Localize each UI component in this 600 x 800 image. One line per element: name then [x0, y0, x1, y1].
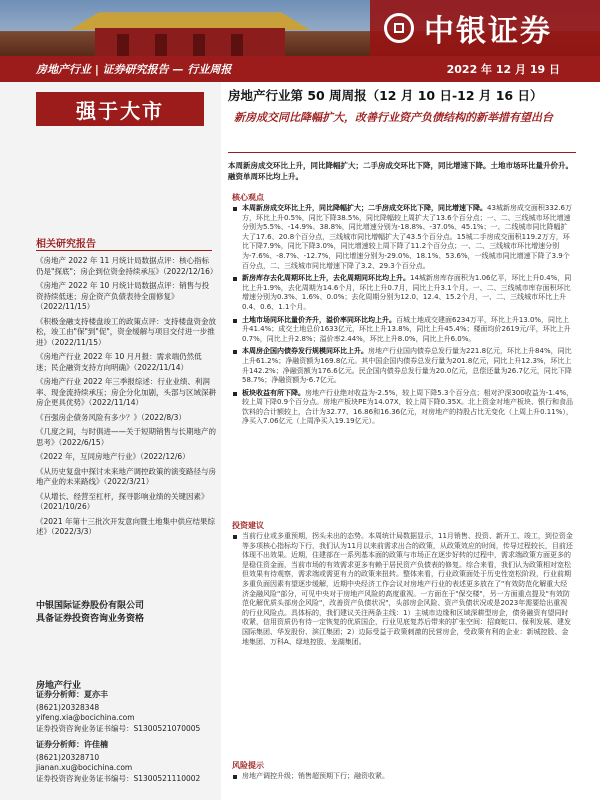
- report-header: [228, 86, 576, 125]
- core-heading: 核心观点: [232, 193, 264, 202]
- related-report-item[interactable]: 《2021 年第十三批次开发意向暨土地集中供应结果综述》（2022/3/3）: [36, 516, 215, 536]
- report-bar: [0, 56, 600, 82]
- bullet-item: [232, 274, 574, 312]
- bullet-lead: 本周房企国内债券发行规模同环比上升。: [242, 347, 368, 356]
- sector-label: 房地产行业: [36, 681, 82, 691]
- analyst-card: [36, 690, 216, 734]
- related-report-item[interactable]: 《从增长、经营至杠杆，探寻影响业绩的关键因素》（2021/10/26）: [36, 491, 209, 511]
- invest-points: [232, 532, 574, 650]
- breadcrumb: 房地产行业 | 证券研究报告 — 行业周报: [36, 63, 232, 76]
- analyst-role: 证券分析师：: [36, 690, 84, 699]
- related-report-item[interactable]: 《房地产 2022 年 11 月统计局数据点评：核心指标仍是"探底"；房企到位资金持续承压》（2022/12/16）: [36, 256, 218, 276]
- summary-text: 本周新房成交环比上升，同比降幅扩大；二手房成交环比下降，同比增速下降。土地市场环比量升价升。融资单周环比均上升。: [228, 161, 573, 181]
- analyst-phone: (8621)20328348: [36, 702, 100, 712]
- related-report-item[interactable]: 《从历史复盘中探讨未来地产调控政策的演变路径与房地产业的未来路线》（2022/3/21）: [36, 466, 216, 486]
- bullet-body: 当前行业或多重预期，拐头未出的态势。本周统计局数据显示，11月销售、投资、新开工、竣工，到位资金等多项核心指标均下行，我们认为11月以来前需求出合的政策，从政策效应的时间，传导过程较长，目前还体现不出效果。近期，住建部在一系列基本面的政策与市场正在逐步好转的过程中，需求端政策方面更多的是稳住资金面，当前市场的有效需求更多有赖于居民资产负债表的修复。综合来看，我们认为政策相对宽松但效果有待观察，需求端或需更有力的政策来扭转。整体来看，行业政策面处于历史性宽松阶段，行业前期多重负面因素有望逐步缓解，近期中央经济工作会议对房地产行业的表述更多放在了"有效防范化解重大经济金融风险"部分，可见中央对于房地产风险的高度重视。一方面在于"保交楼"，另一方面重点提及"有效防范化解优质头部房企风险"，改善资产负债状况"，头部房企风险、资产负债状况或是2023年需要给出重视的行业风险点。具体标的，我们建议关注两条主线：1）主城市边缘和区域深耕型房企，债务融资有望同时收紧，信用资质仍有待一定恢复的优质国企，行业见底复苏后带来的扩张空间：招商蛇口、保利发展、建发国际集团、华发股份、滨江集团；2）边际受益于政策刺激的民营房企，受政策有利的企业：新城控股、金地集团、万科A、绿地控股、龙湖集团。: [242, 532, 573, 646]
- coin-logo-icon: [384, 13, 414, 43]
- related-report-item[interactable]: 《几度之间，与时俱进——关于短期销售与长期地产的思考》（2022/6/15）: [36, 427, 216, 447]
- bullet-body: 房地产调控升级；销售超预期下行；融资收紧。: [242, 772, 389, 780]
- palace-hall-graphic: [95, 28, 285, 56]
- palace-roof-graphic: [70, 8, 310, 30]
- related-report-item[interactable]: 《房地产 2022 年 10 月统计局数据点评：销售与投资持续低迷；房企资产负债表待全面修复》（2022/11/15）: [36, 281, 210, 311]
- bullet-item: [232, 347, 574, 385]
- report-date: 2022 年 12 月 19 日: [446, 63, 560, 76]
- bullet-item: [232, 204, 574, 271]
- report-subtitle: 新房成交同比降幅扩大，改善行业资产负债结构的新举措有望出台: [234, 111, 553, 124]
- divider: [36, 250, 212, 251]
- bullet-item: [232, 389, 574, 427]
- header-banner: [0, 0, 600, 56]
- related-report-item[interactable]: 《2022 年，互同房地产行业》（2022/12/6）: [36, 452, 190, 461]
- related-reports-list: [36, 256, 216, 542]
- report-title: 房地产行业第 50 周周报（12 月 10 日-12 月 16 日）: [228, 88, 543, 103]
- analyst-role: 证券分析师：: [36, 740, 84, 749]
- divider: [228, 152, 576, 153]
- related-reports-heading: 相关研究报告: [36, 239, 96, 250]
- related-report-item[interactable]: 《房地产行业 2022 年 10 月月报：需求端仍然低迷；民企融资支持方向明确》（2022/11/14）: [36, 352, 202, 372]
- related-report-item[interactable]: 《百强房企债务风险有多少？》（2022/8/3）: [36, 412, 186, 422]
- brand-name: 中银证券: [424, 14, 552, 49]
- bullet-lead: 板块收益有所下降。: [242, 388, 305, 397]
- bullet-item: [232, 772, 574, 782]
- analyst-email[interactable]: jianan.xu@bocichina.com: [36, 763, 133, 772]
- company-name: 中银国际证券股份有限公司 具备证券投资咨询业务资格: [36, 601, 145, 624]
- bullet-body: 房地产行业绝对收益为-2.5%，较上周下降5.3个百分点；相对沪深300收益为-1.4%，较上周下降0.9个百分点。房地产板块PE为14.07X，较上周下降0.35X。北上资金对地产板块、银行和食品饮料的合计额较上，合计为32.77、16.86和16.36亿元，对房地产的持股占比无变化（上周上升0.11%），净买入7.06亿元（上周净买入19.19亿元）。: [242, 388, 574, 426]
- bullet-item: [232, 532, 574, 647]
- risk-heading: 风险提示: [232, 761, 264, 770]
- analyst-title: [36, 740, 216, 751]
- invest-heading: 投资建议: [232, 521, 264, 530]
- bullet-lead: 新房库存去化周期环比上升，去化周期同环比均上升。: [242, 274, 410, 283]
- bullet-body: 百城土地成交建面6234万平，环比上升13.0%，同比上升41.4%；成交土地总价1633亿元，环比上升13.8%，同比上升45.4%；楼面均价2619元/平，环比上升0.7%，同比上升2.8%；溢价率2.44%，环比上升8.0%，同比上升6.0%。: [242, 315, 571, 343]
- analyst-email[interactable]: yifeng.xia@bocichina.com: [36, 713, 135, 722]
- analyst-title: [36, 690, 216, 701]
- bullet-lead: 土地市场同环比量价齐升，溢价率同环比均上升。: [242, 315, 396, 324]
- rating-badge: 强于大市: [36, 92, 204, 126]
- bullet-body: 14城新房库存面积为1.06亿平，环比上升0.4%，同比上升1.9%，去化周期为14.6个月，环比上升0.7月，同比上升3.1个月。一、二、三线城市库存面积环比增速分别为0.3%、1.6%、0.0%；去化周期分别为12.0、12.4、15.2个月，一、二、三线城市环比上升0.4、0.6、1.1个月。: [242, 274, 572, 311]
- core-points: [232, 204, 574, 430]
- analyst-phone: (8621)20328710: [36, 752, 100, 762]
- bullet-lead: 本周新房成交环比上升，同比降幅扩大；二手房成交环比下降，同比增速下降。: [242, 204, 487, 212]
- bullet-body: 房地产行业国内债券总发行量为221.8亿元，环比上升84%，同比上升61.2%；净融资额为169.8亿元。其中国企国内债券总发行量为201.8亿元，同比上升12.3%，环比上升142.2%；净融资额为176.6亿元。民企国内债券总发行量为20.0亿元，总偿还量为26.7亿元，同比下降58.7%；净融资额为-6.7亿元。: [242, 347, 572, 385]
- analyst-cert: 证券投资咨询业务证书编号：S1300521110002: [36, 773, 201, 783]
- analyst-name: 许佳楠: [84, 740, 108, 749]
- analyst-card: [36, 740, 216, 784]
- bullet-item: [232, 316, 574, 345]
- risk-points: [232, 772, 574, 785]
- related-report-item[interactable]: 《房地产行业 2022 年三季报综述：行业业绩、利润率、现金流持续承压；房企分化加剧，头部与区域深耕房企更具优势》（2022/11/14）: [36, 377, 216, 407]
- brand-logo: [370, 0, 600, 56]
- analyst-name: 夏亦丰: [84, 690, 108, 699]
- analyst-cert: 证券投资咨询业务证书编号：S1300521070005: [36, 723, 201, 733]
- bullet-body: 43城新房成交面积332.6万方，环比上升0.5%，同比下降38.5%，同比降幅较上周扩大了13.6个百分点；一、二、三线城市环比增速分别为5.5%、-14.9%、38.8%，同比增速分别为-18.8%、-37.0%、45.1%；一、二线城市同比降幅扩大了17.6、20.8个百分点，三线城市同比增幅扩大了43.5个百分点。15城二手房成交面积119.2万方，环比下降7.9%，同比下降3.0%，同比增速较上周下降了11.2个百分点；一、二、三线城市环比增速分别为-7.6%、-8.7%、-12.7%，同比增速分别为-29.0%、18.1%、53.6%，一线城市同比增速下降了3.9个百分点，二、三线城市同比增速下降了3.2、29.3个百分点。: [242, 204, 572, 270]
- related-report-item[interactable]: 《积极金融支持楼盘竣工的政策点评：支持楼盘资金放松，竣工由"保"到"促"，资金缓解与项目交付进一步推进》（2022/11/15）: [36, 316, 216, 347]
